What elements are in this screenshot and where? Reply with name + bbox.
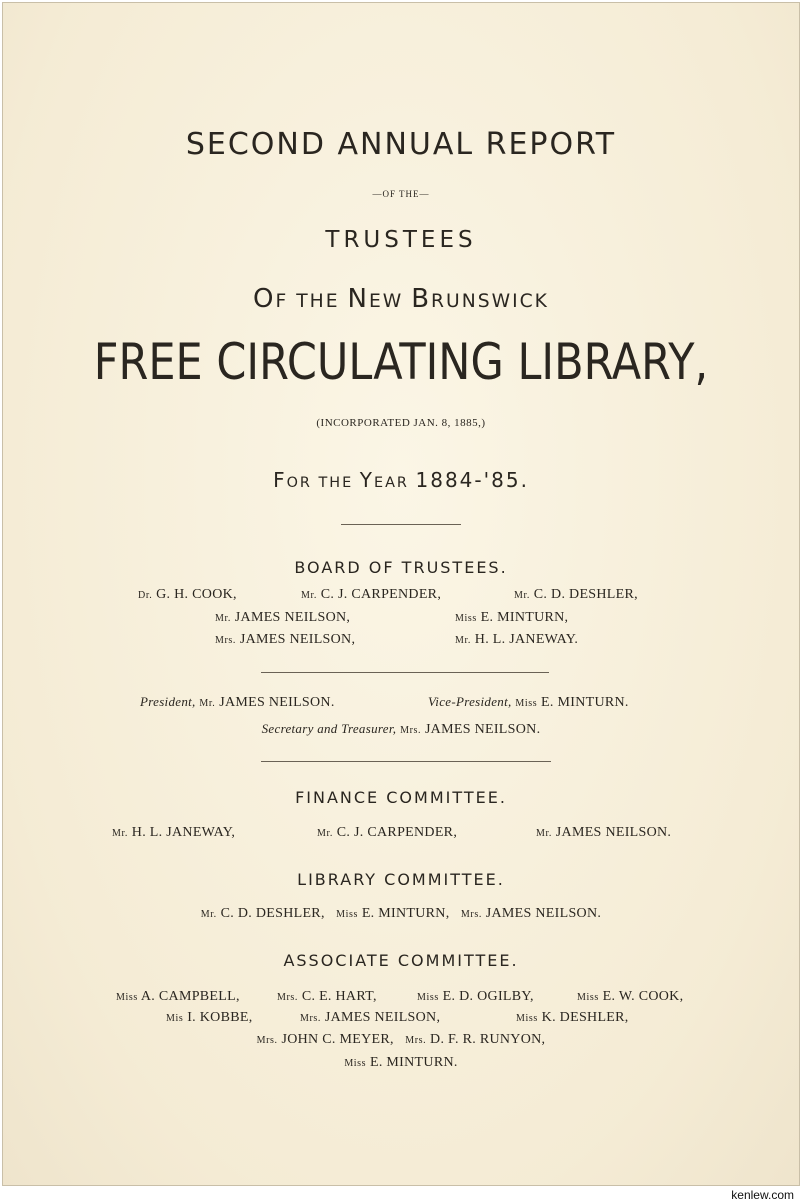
committee-member — [116, 990, 240, 1004]
divider-rule — [261, 761, 551, 762]
incorporation-note: (INCORPORATED JAN. 8, 1885,) — [316, 417, 486, 429]
new-brunswick-line — [3, 286, 799, 312]
sc-letter: B — [411, 284, 432, 314]
sc-letter: O — [253, 284, 276, 314]
board-member — [514, 588, 638, 602]
member-title: Mrs. — [277, 992, 299, 1003]
committee-member — [277, 990, 377, 1004]
sc-letter: N — [347, 284, 369, 314]
secretary-entry — [3, 722, 799, 737]
associate-committee-heading: ASSOCIATE COMMITTEE. — [283, 951, 519, 970]
member-title: Miss — [344, 1058, 367, 1069]
president-entry — [140, 695, 335, 710]
member-name: C. J. CARPENDER, — [336, 825, 458, 840]
role-label: Secretary and Treasurer, — [261, 721, 397, 736]
document-page — [2, 2, 800, 1186]
member-name: JOHN C. MEYER, — [281, 1032, 394, 1047]
committee-member — [166, 1011, 253, 1025]
board-heading: BOARD OF TRUSTEES. — [294, 558, 508, 577]
member-title: Mrs. — [256, 1035, 278, 1046]
year-value: 1884-'85. — [415, 468, 529, 492]
sc-rest: EAR — [373, 475, 416, 491]
member-name: E. MINTURN, — [361, 906, 450, 921]
committee-member — [516, 1011, 629, 1025]
member-name: C. D. DESHLER, — [220, 906, 325, 921]
board-member — [455, 611, 568, 625]
committee-member — [317, 826, 457, 840]
of-the-connector: —OF THE— — [372, 189, 430, 199]
sc-rest: EW — [368, 291, 412, 312]
associate-row — [3, 1033, 799, 1047]
member-name: A. CAMPBELL, — [140, 989, 240, 1004]
board-member — [138, 588, 237, 602]
member-title: Mrs. — [300, 1013, 322, 1024]
vice-president-entry — [428, 695, 629, 710]
member-title: Mr. — [536, 828, 552, 839]
member-title: Miss — [455, 613, 477, 624]
member-title: Miss — [336, 909, 359, 920]
sc-rest: RUNSWICK — [431, 291, 549, 312]
member-title: Mr. — [200, 909, 217, 920]
member-name: JAMES NEILSON, — [324, 1010, 441, 1025]
member-title: Mr. — [514, 590, 530, 601]
sc-rest: F THE — [275, 291, 348, 312]
member-title: Miss — [515, 698, 538, 709]
member-name: E. W. COOK, — [602, 989, 684, 1004]
member-title: Mr. — [455, 635, 471, 646]
board-member — [215, 633, 355, 647]
committee-member — [536, 826, 671, 840]
committee-member — [417, 990, 534, 1004]
member-name: H. L. JANEWAY. — [474, 632, 579, 647]
board-member — [455, 633, 578, 647]
board-member — [215, 611, 350, 625]
committee-member — [300, 1011, 440, 1025]
member-name: E. MINTURN, — [480, 610, 569, 625]
divider-rule — [341, 524, 461, 525]
member-title: Mrs. — [405, 1035, 427, 1046]
member-name: JAMES NEILSON, — [239, 632, 356, 647]
library-committee-members — [3, 907, 799, 921]
sc-letter: Y — [359, 468, 374, 492]
member-title: Dr. — [138, 590, 153, 601]
member-title: Mrs. — [400, 725, 422, 736]
member-title: Mr. — [301, 590, 317, 601]
member-title: Miss — [116, 992, 138, 1003]
member-title: Mis — [166, 1013, 184, 1024]
role-label: President, — [140, 694, 196, 709]
library-name-title: FREE CIRCULATING LIBRARY, — [93, 333, 709, 391]
member-name: C. E. HART, — [301, 989, 377, 1004]
report-title: SECOND ANNUAL REPORT — [185, 127, 617, 162]
sc-rest: OR THE — [286, 475, 360, 491]
member-name: JAMES NEILSON. — [219, 695, 335, 710]
member-title: Mr. — [317, 828, 333, 839]
member-title: Mrs. — [215, 635, 237, 646]
member-title: Miss — [516, 1013, 538, 1024]
member-title: Mrs. — [460, 909, 482, 920]
member-name: JAMES NEILSON. — [485, 906, 602, 921]
trustees-heading: TRUSTEES — [325, 227, 477, 253]
finance-heading: FINANCE COMMITTEE. — [295, 788, 507, 807]
committee-member — [112, 826, 235, 840]
member-name: C. D. DESHLER, — [533, 587, 638, 602]
associate-row — [3, 1056, 799, 1070]
member-name: D. F. R. RUNYON, — [430, 1032, 546, 1047]
member-name: K. DESHLER, — [541, 1010, 629, 1025]
member-name: C. J. CARPENDER, — [320, 587, 442, 602]
divider-rule — [261, 672, 549, 673]
member-title: Mr. — [199, 698, 216, 709]
committee-member — [577, 990, 683, 1004]
member-name: JAMES NEILSON, — [234, 610, 351, 625]
member-name: E. D. OGILBY, — [442, 989, 534, 1004]
sc-letter: F — [273, 468, 287, 492]
member-name: E. MINTURN. — [369, 1055, 458, 1070]
report-year-line — [3, 470, 799, 490]
member-title: Miss — [577, 992, 599, 1003]
site-watermark: kenlew.com — [731, 1188, 794, 1202]
member-name: JAMES NEILSON. — [424, 722, 541, 737]
member-title: Mr. — [112, 828, 128, 839]
member-title: Miss — [417, 992, 439, 1003]
library-committee-heading: LIBRARY COMMITTEE. — [297, 870, 505, 889]
member-name: G. H. COOK, — [156, 587, 237, 602]
board-member — [301, 588, 441, 602]
member-name: H. L. JANEWAY, — [131, 825, 236, 840]
role-label: Vice-President, — [428, 694, 512, 709]
member-name: E. MINTURN. — [541, 695, 629, 710]
member-name: I. KOBBE, — [187, 1010, 253, 1025]
member-name: JAMES NEILSON. — [555, 825, 672, 840]
member-title: Mr. — [215, 613, 231, 624]
